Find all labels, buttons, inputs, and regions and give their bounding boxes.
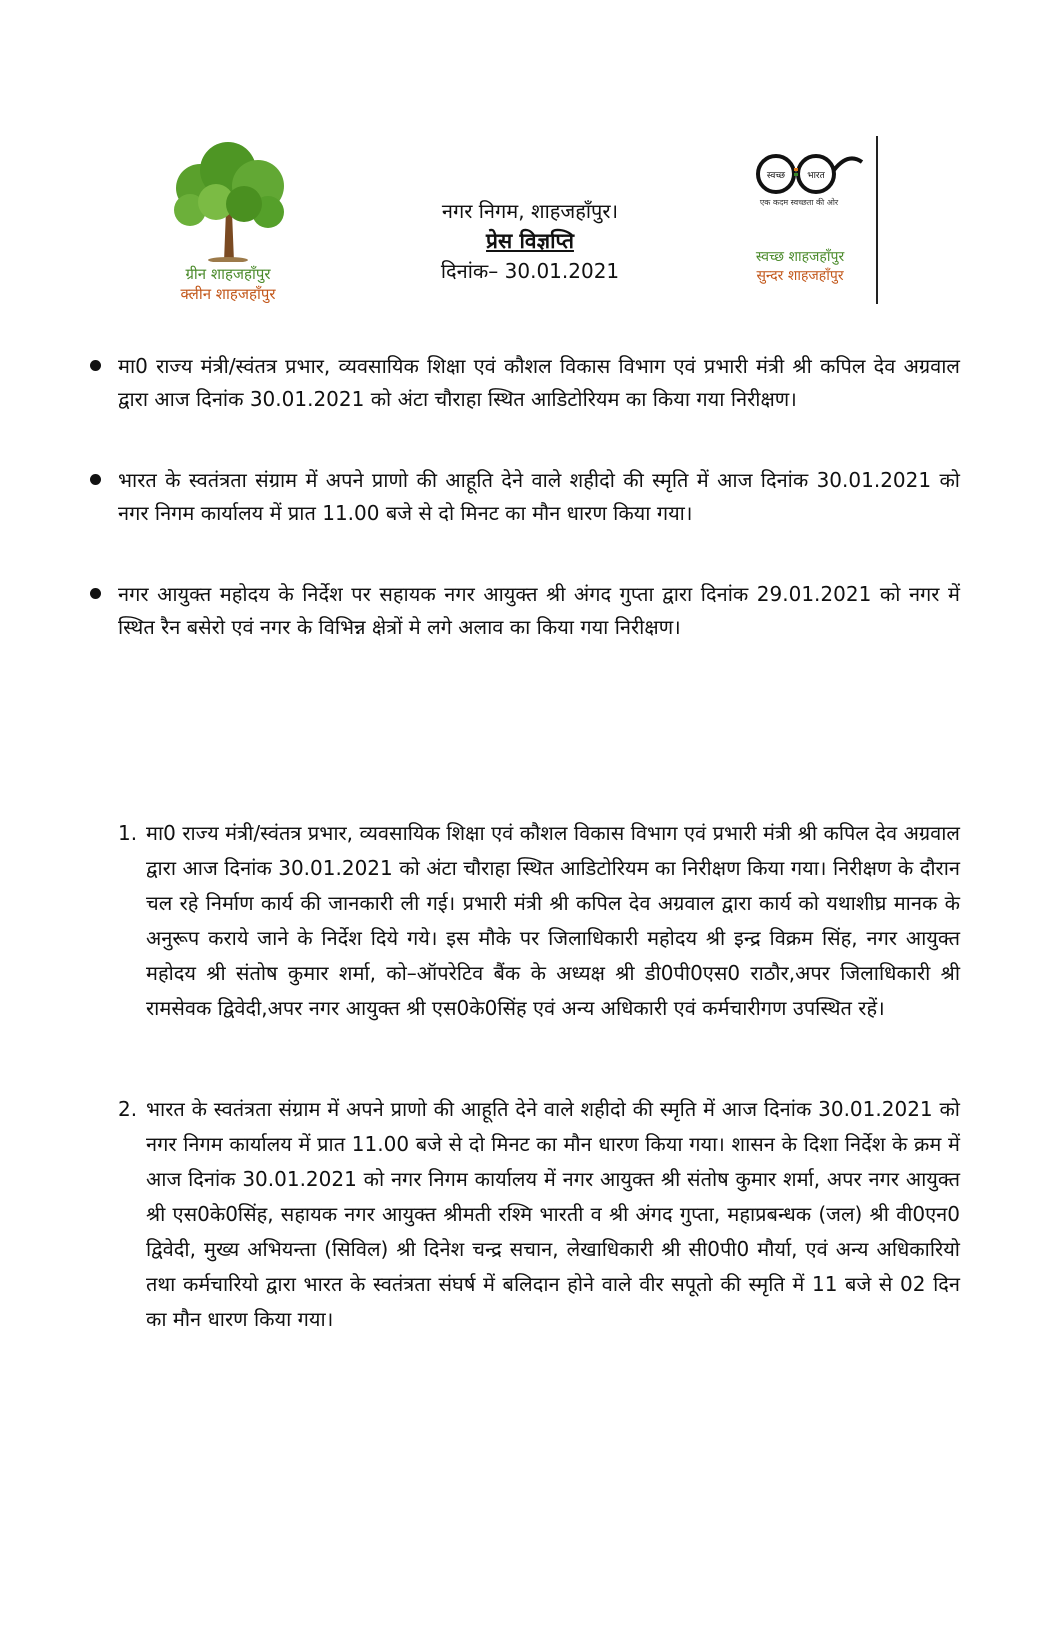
bullet-dot-icon	[90, 588, 101, 599]
bullet-text: नगर आयुक्त महोदय के निर्देश पर सहायक नगर आयुक्त श्री अंगद गुप्ता द्वारा दिनांक 29.01.2021 को नगर में स्थित रैन बसेरो एवं नगर के विभिन्न क्षेत्रों मे लगे अलाव का किया गया निरीक्षण।	[118, 582, 960, 639]
lens-right-label: भारत	[807, 171, 825, 181]
bullet-item	[90, 464, 960, 530]
logo-caption-green: ग्रीन शाहजहाँपुर	[185, 265, 271, 283]
page-title: प्रेस विज्ञप्ति	[486, 229, 574, 253]
bullet-dot-icon	[90, 474, 101, 485]
item-number: 1.	[118, 821, 138, 845]
org-name: नगर निगम, शाहजहाँपुर।	[441, 199, 619, 223]
item-number: 2.	[118, 1097, 138, 1121]
bullet-text: भारत के स्वतंत्रता संग्राम में अपने प्राणो की आहूति देने वाले शहीदो की स्मृति में आज दिनांक 30.01.2021 को नगर निगम कार्यालय में प्रात 11.00 बजे से दो मिनट का मौन धारण किया गया।	[118, 468, 960, 525]
divider-line	[876, 136, 878, 304]
item-text: मा0 राज्य मंत्री/स्वंतत्र प्रभार, व्यवसायिक शिक्षा एवं कौशल विकास विभाग एवं प्रभारी मंत्री श्री कपिल देव अग्रवाल द्वारा आज दिनांक 30.01.2021 को अंटा चौराहा स्थित आडिटोरियम का निरीक्षण किया गया। निरीक्षण के दौरान चल रहे निर्माण कार्य की जानकारी ली गई। प्रभारी मंत्री श्री कपिल देव अग्रवाल द्वारा कार्य को यथाशीघ्र मानक के अनुरूप कराये जाने के निर्देश दिये गये। इस मौके पर जिलाधिकारी महोदय श्री इन्द्र विक्रम सिंह, नगर आयुक्त महोदय श्री संतोष कुमार शर्मा, को–ऑपरेटिव बैंक के अध्यक्ष श्री डी0पी0एस0 राठौर,अपर जिलाधिकारी श्री रामसेवक द्विवेदी,अपर नगर आयुक्त श्री एस0के0सिंह एवं अन्य अधिकारी एवं कर्मचारीगण उपस्थित रहें।	[146, 821, 960, 1020]
item-text: भारत के स्वतंत्रता संग्राम में अपने प्राणो की आहूति देने वाले शहीदो की स्मृति में आज दिनांक 30.01.2021 को नगर निगम कार्यालय में प्रात 11.00 बजे से दो मिनट का मौन धारण किया गया। शासन के दिशा निर्देश के क्रम में आज दिनांक 30.01.2021 को नगर निगम कार्यालय में नगर आयुक्त श्री संतोष कुमार शर्मा, अपर नगर आयुक्त श्री एस0के0सिंह, सहायक नगर आयुक्त श्रीमती रश्मि भारती व श्री अंगद गुप्ता, महाप्रबन्धक (जल) श्री वी0एन0 द्विवेदी, मुख्य अभियन्ता (सिविल) श्री दिनेश चन्द्र सचान, लेखाधिकारी श्री सी0पी0 मौर्या, एवं अन्य अधिकारियो तथा कर्मचारियो द्वारा भारत के स्वतंत्रता संघर्ष में बलिदान होने वाले वीर सपूतो की स्मृति में 11 बजे से 02 दिन का मौन धारण किया गया।	[146, 1097, 960, 1331]
swachh-bharat-logo	[740, 140, 880, 310]
bullet-text: मा0 राज्य मंत्री/स्वंतत्र प्रभार, व्यवसायिक शिक्षा एवं कौशल विकास विभाग एवं प्रभारी मंत्री श्री कपिल देव अग्रवाल द्वारा आज दिनांक 30.01.2021 को अंटा चौराहा स्थित आडिटोरियम का किया गया निरीक्षण।	[118, 354, 960, 411]
logo-caption-sundar: सुन्दर शाहजहाँपुर	[756, 268, 844, 284]
tree-icon	[160, 140, 296, 262]
summary-bullets	[90, 350, 960, 692]
release-date: दिनांक– 30.01.2021	[440, 259, 620, 283]
lens-left-label: स्वच्छ	[766, 171, 786, 181]
press-header	[360, 196, 700, 286]
numbered-item	[118, 816, 960, 1026]
swachh-bharat-glasses-icon	[744, 140, 864, 196]
bullet-item	[90, 350, 960, 416]
logo-caption-swachh: स्वच्छ शाहजहाँपुर	[755, 249, 845, 265]
bullet-item	[90, 578, 960, 644]
detailed-items	[118, 816, 960, 1403]
numbered-item	[118, 1092, 960, 1337]
green-shahjahanpur-logo	[148, 140, 308, 310]
swachh-tagline: एक कदम स्वच्छता की ओर	[759, 198, 839, 207]
logo-caption-clean: क्लीन शाहजहाँपुर	[180, 285, 276, 303]
bullet-dot-icon	[90, 360, 101, 371]
